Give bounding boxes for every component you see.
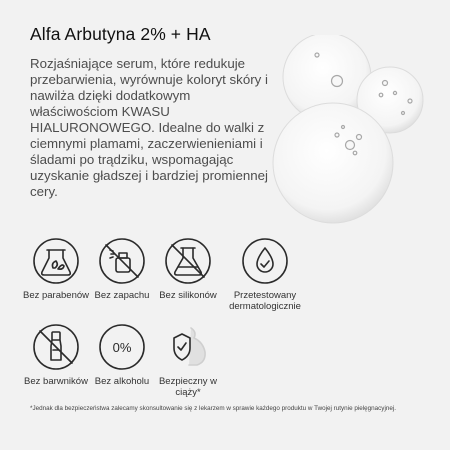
no-silicones-icon: [163, 236, 213, 286]
feature-label: Bez barwników: [24, 376, 88, 387]
feature-label: Bez parabenów: [22, 290, 90, 301]
dermatologically-tested-icon: [240, 236, 290, 286]
feature-label: Bez silikonów: [159, 290, 217, 301]
pregnancy-safe-icon: [163, 322, 213, 372]
feature-label: Bez zapachu: [94, 290, 150, 301]
no-parabens-icon: [31, 236, 81, 286]
product-title: Alfa Arbutyna 2% + HA: [30, 24, 211, 44]
footnote: *Jednak dla bezpieczeństwa zalecamy skonsultowanie się z lekarzem w sprawie każdego produktu w Twojej rutynie pielęgnacyjnej.: [30, 405, 396, 412]
no-dyes-icon: [31, 322, 81, 372]
alcohol-percent-text: 0%: [112, 340, 132, 355]
feature-label: Bezpieczny w ciąży*: [158, 376, 218, 398]
feature-label: Przetestowany dermatologicznie: [229, 290, 301, 312]
feature-pregnancy-safe: [148, 322, 228, 398]
feature-no-silicones: [148, 236, 228, 301]
no-alcohol-icon: [97, 322, 147, 372]
feature-dermatologically-tested: [220, 236, 310, 312]
product-description: Rozjaśniające serum, które redukuje przebarwienia, wyrównuje koloryt skóry i nawilża dzięki dodatkowym właściwościom KWASU HIALURONOWEGO. Idealne do walki z ciemnymi plamami, zaczerwienieniami i śladami po trądziku, wspomagając uzyskanie gładszej i bardziej promiennej cery.: [30, 56, 268, 199]
serum-drops-image: [255, 35, 445, 225]
no-fragrance-icon: [97, 236, 147, 286]
feature-label: Bez alkoholu: [94, 376, 150, 387]
